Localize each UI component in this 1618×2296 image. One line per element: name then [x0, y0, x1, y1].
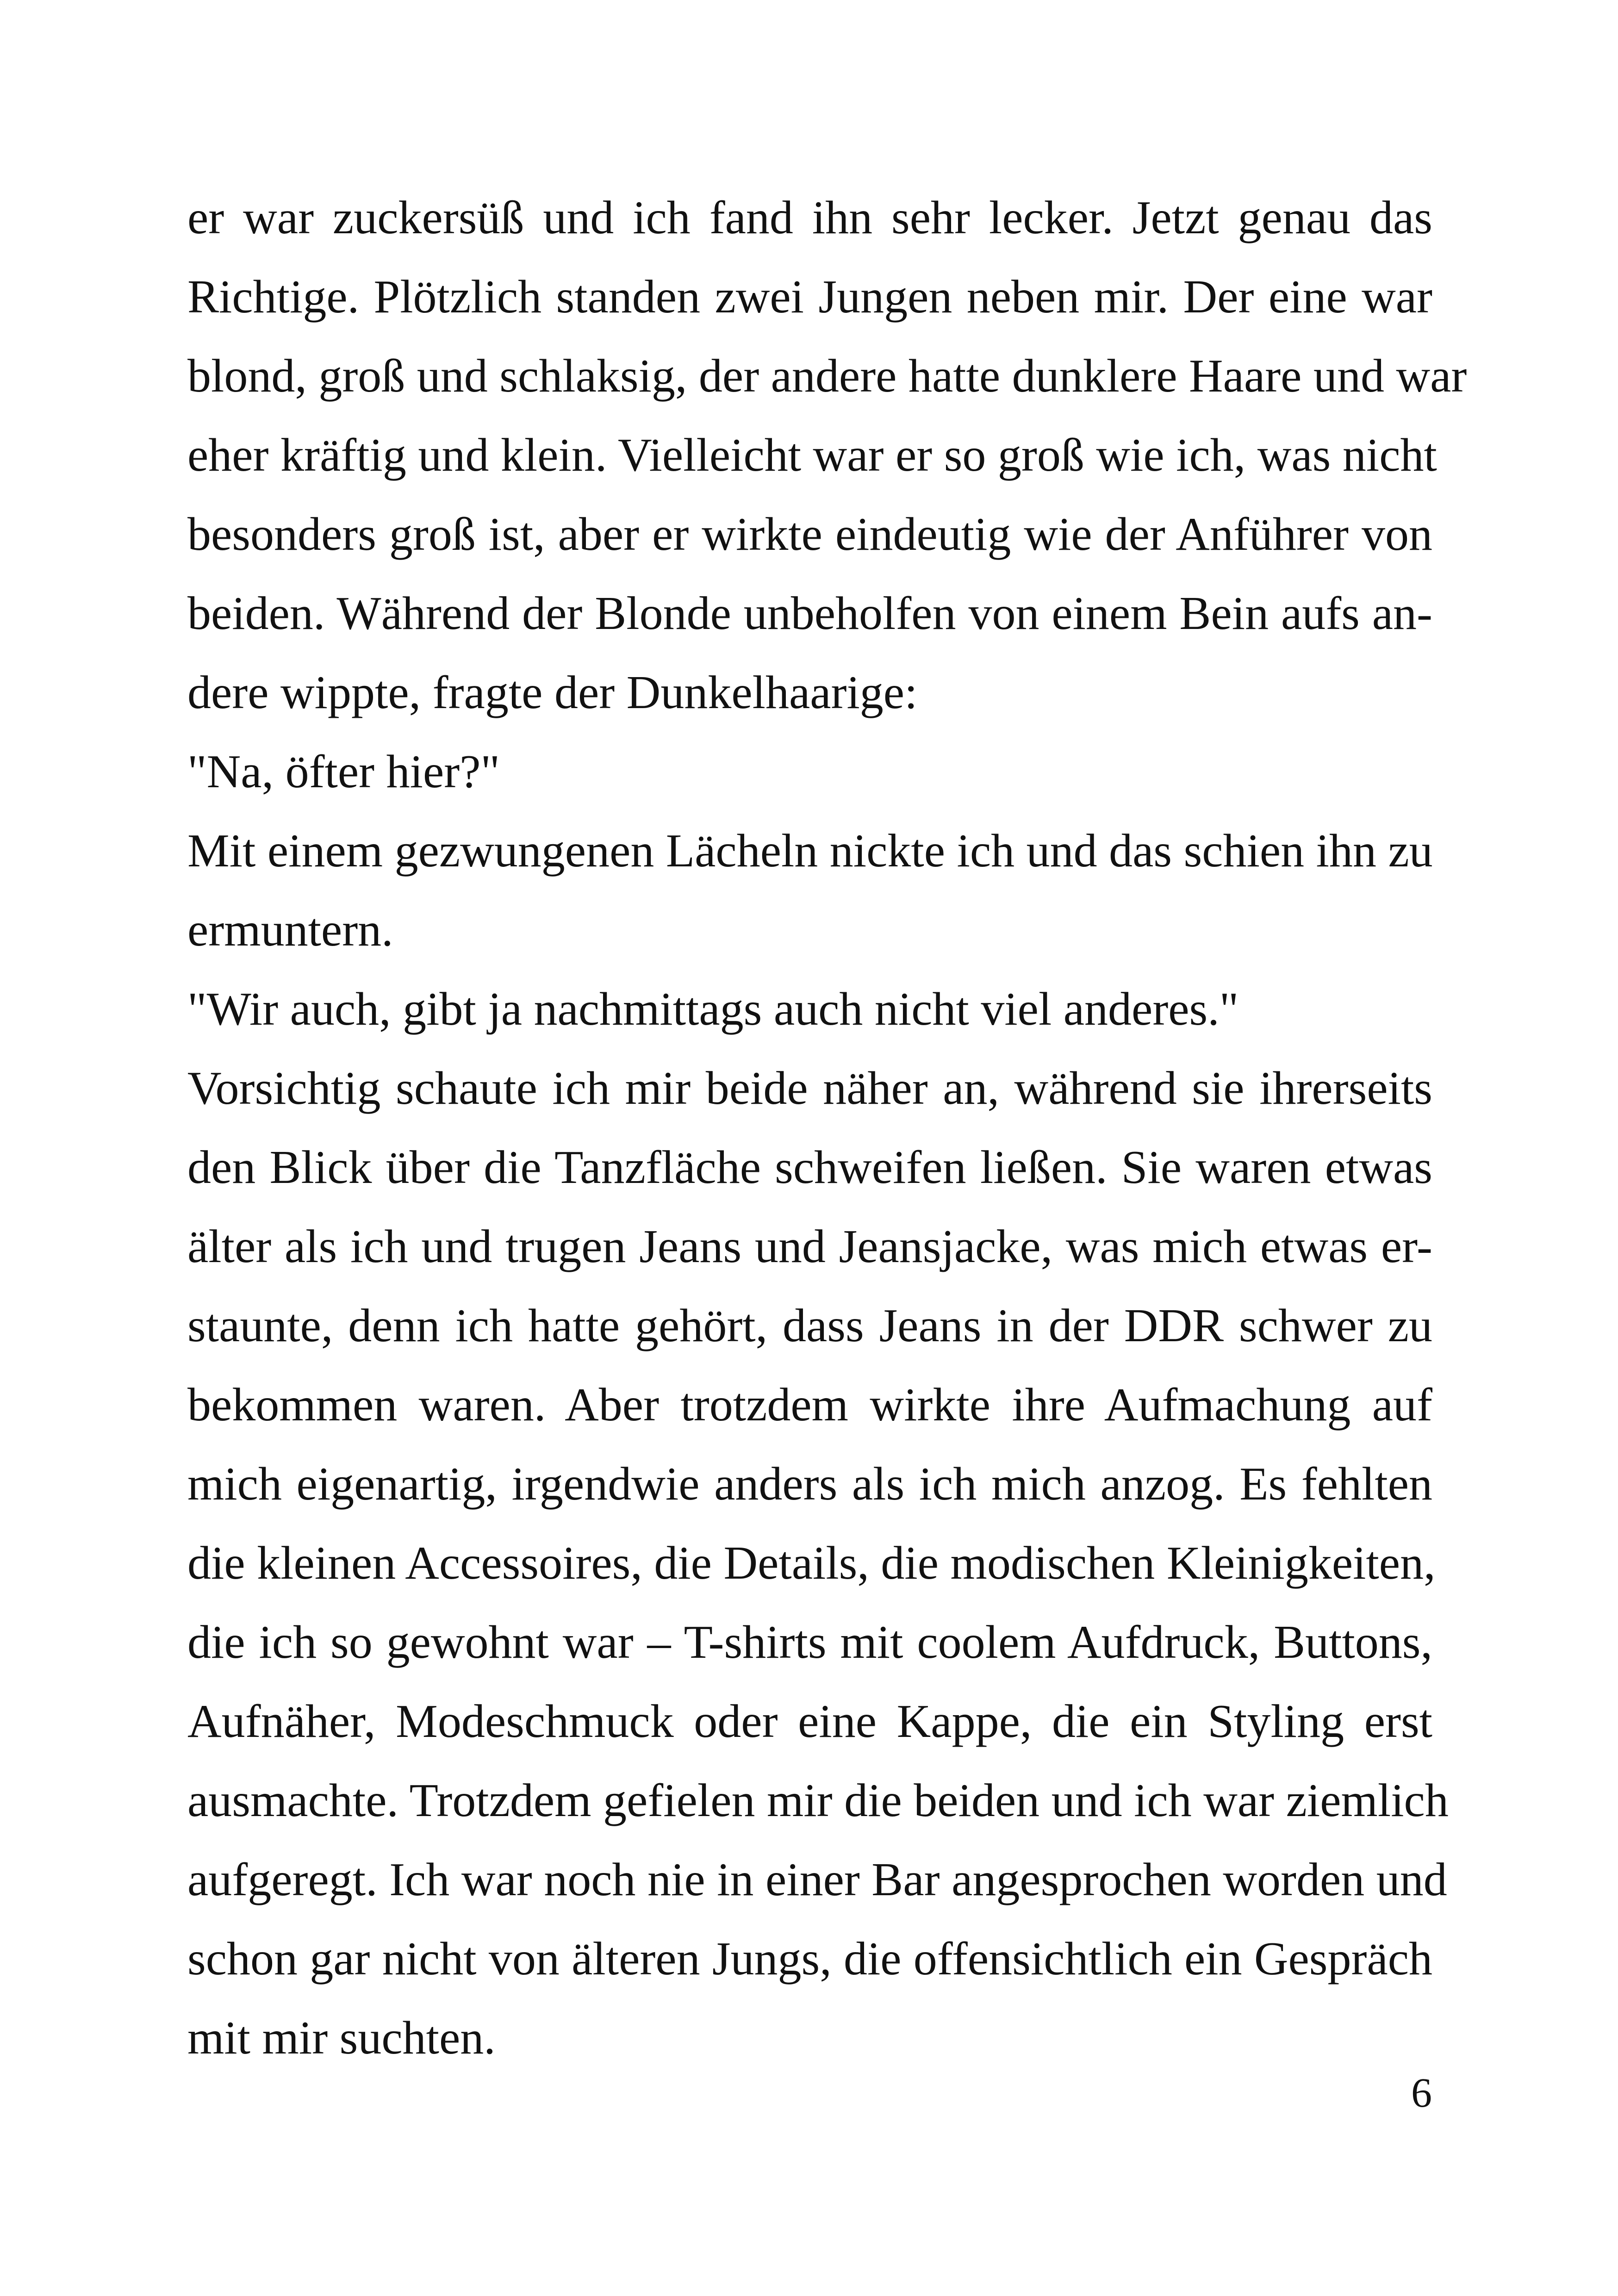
text-line: Vorsichtig schaute ich mir beide näher an, während sie ihrerseits — [187, 1062, 1432, 1114]
text-line: Richtige. Plötzlich standen zwei Jungen neben mir. Der eine war — [187, 271, 1432, 323]
text-line: schon gar nicht von älteren Jungs, die offensichtlich ein Gespräch — [187, 1933, 1432, 1985]
text-line: Aufnäher, Modeschmuck oder eine Kappe, die ein Styling erst — [187, 1695, 1432, 1748]
text-line: ermuntern. — [187, 904, 393, 956]
text-line: blond, groß und schlaksig, der andere hatte dunklere Haare und war — [187, 350, 1467, 402]
dialogue-line: "Wir auch, gibt ja nachmittags auch nicht viel anderes." — [187, 983, 1239, 1035]
page-number: 6 — [1411, 2070, 1432, 2116]
text-line: mit mir suchten. — [187, 2012, 496, 2064]
text-line: eher kräftig und klein. Vielleicht war er so groß wie ich, was nicht — [187, 429, 1437, 481]
text-line: ausmachte. Trotzdem gefielen mir die beiden und ich war ziemlich — [187, 1774, 1449, 1827]
text-line: beiden. Während der Blonde unbeholfen von einem Bein aufs an- — [187, 587, 1432, 640]
text-line: aufgeregt. Ich war noch nie in einer Bar angesprochen worden und — [187, 1854, 1447, 1906]
text-line: bekommen waren. Aber trotzdem wirkte ihre Aufmachung auf — [187, 1379, 1432, 1431]
text-line: dere wippte, fragte der Dunkelhaarige: — [187, 666, 918, 719]
text-line: er war zuckersüß und ich fand ihn sehr lecker. Jetzt genau das — [187, 192, 1432, 244]
dialogue-line: "Na, öfter hier?" — [187, 746, 500, 798]
text-line: besonders groß ist, aber er wirkte eindeutig wie der Anführer von — [187, 508, 1432, 560]
text-line: staunte, denn ich hatte gehört, dass Jeans in der DDR schwer zu — [187, 1300, 1432, 1352]
text-line: Mit einem gezwungenen Lächeln nickte ich und das schien ihn zu — [187, 825, 1433, 877]
body-text — [187, 178, 1467, 2078]
text-line: die kleinen Accessoires, die Details, die modischen Kleinigkeiten, — [187, 1537, 1436, 1589]
text-line: mich eigenartig, irgendwie anders als ich mich anzog. Es fehlten — [187, 1458, 1432, 1510]
text-line: älter als ich und trugen Jeans und Jeansjacke, was mich etwas er- — [187, 1220, 1432, 1273]
text-line: die ich so gewohnt war – T-shirts mit coolem Aufdruck, Buttons, — [187, 1616, 1432, 1668]
text-line: den Blick über die Tanzfläche schweifen ließen. Sie waren etwas — [187, 1141, 1432, 1194]
